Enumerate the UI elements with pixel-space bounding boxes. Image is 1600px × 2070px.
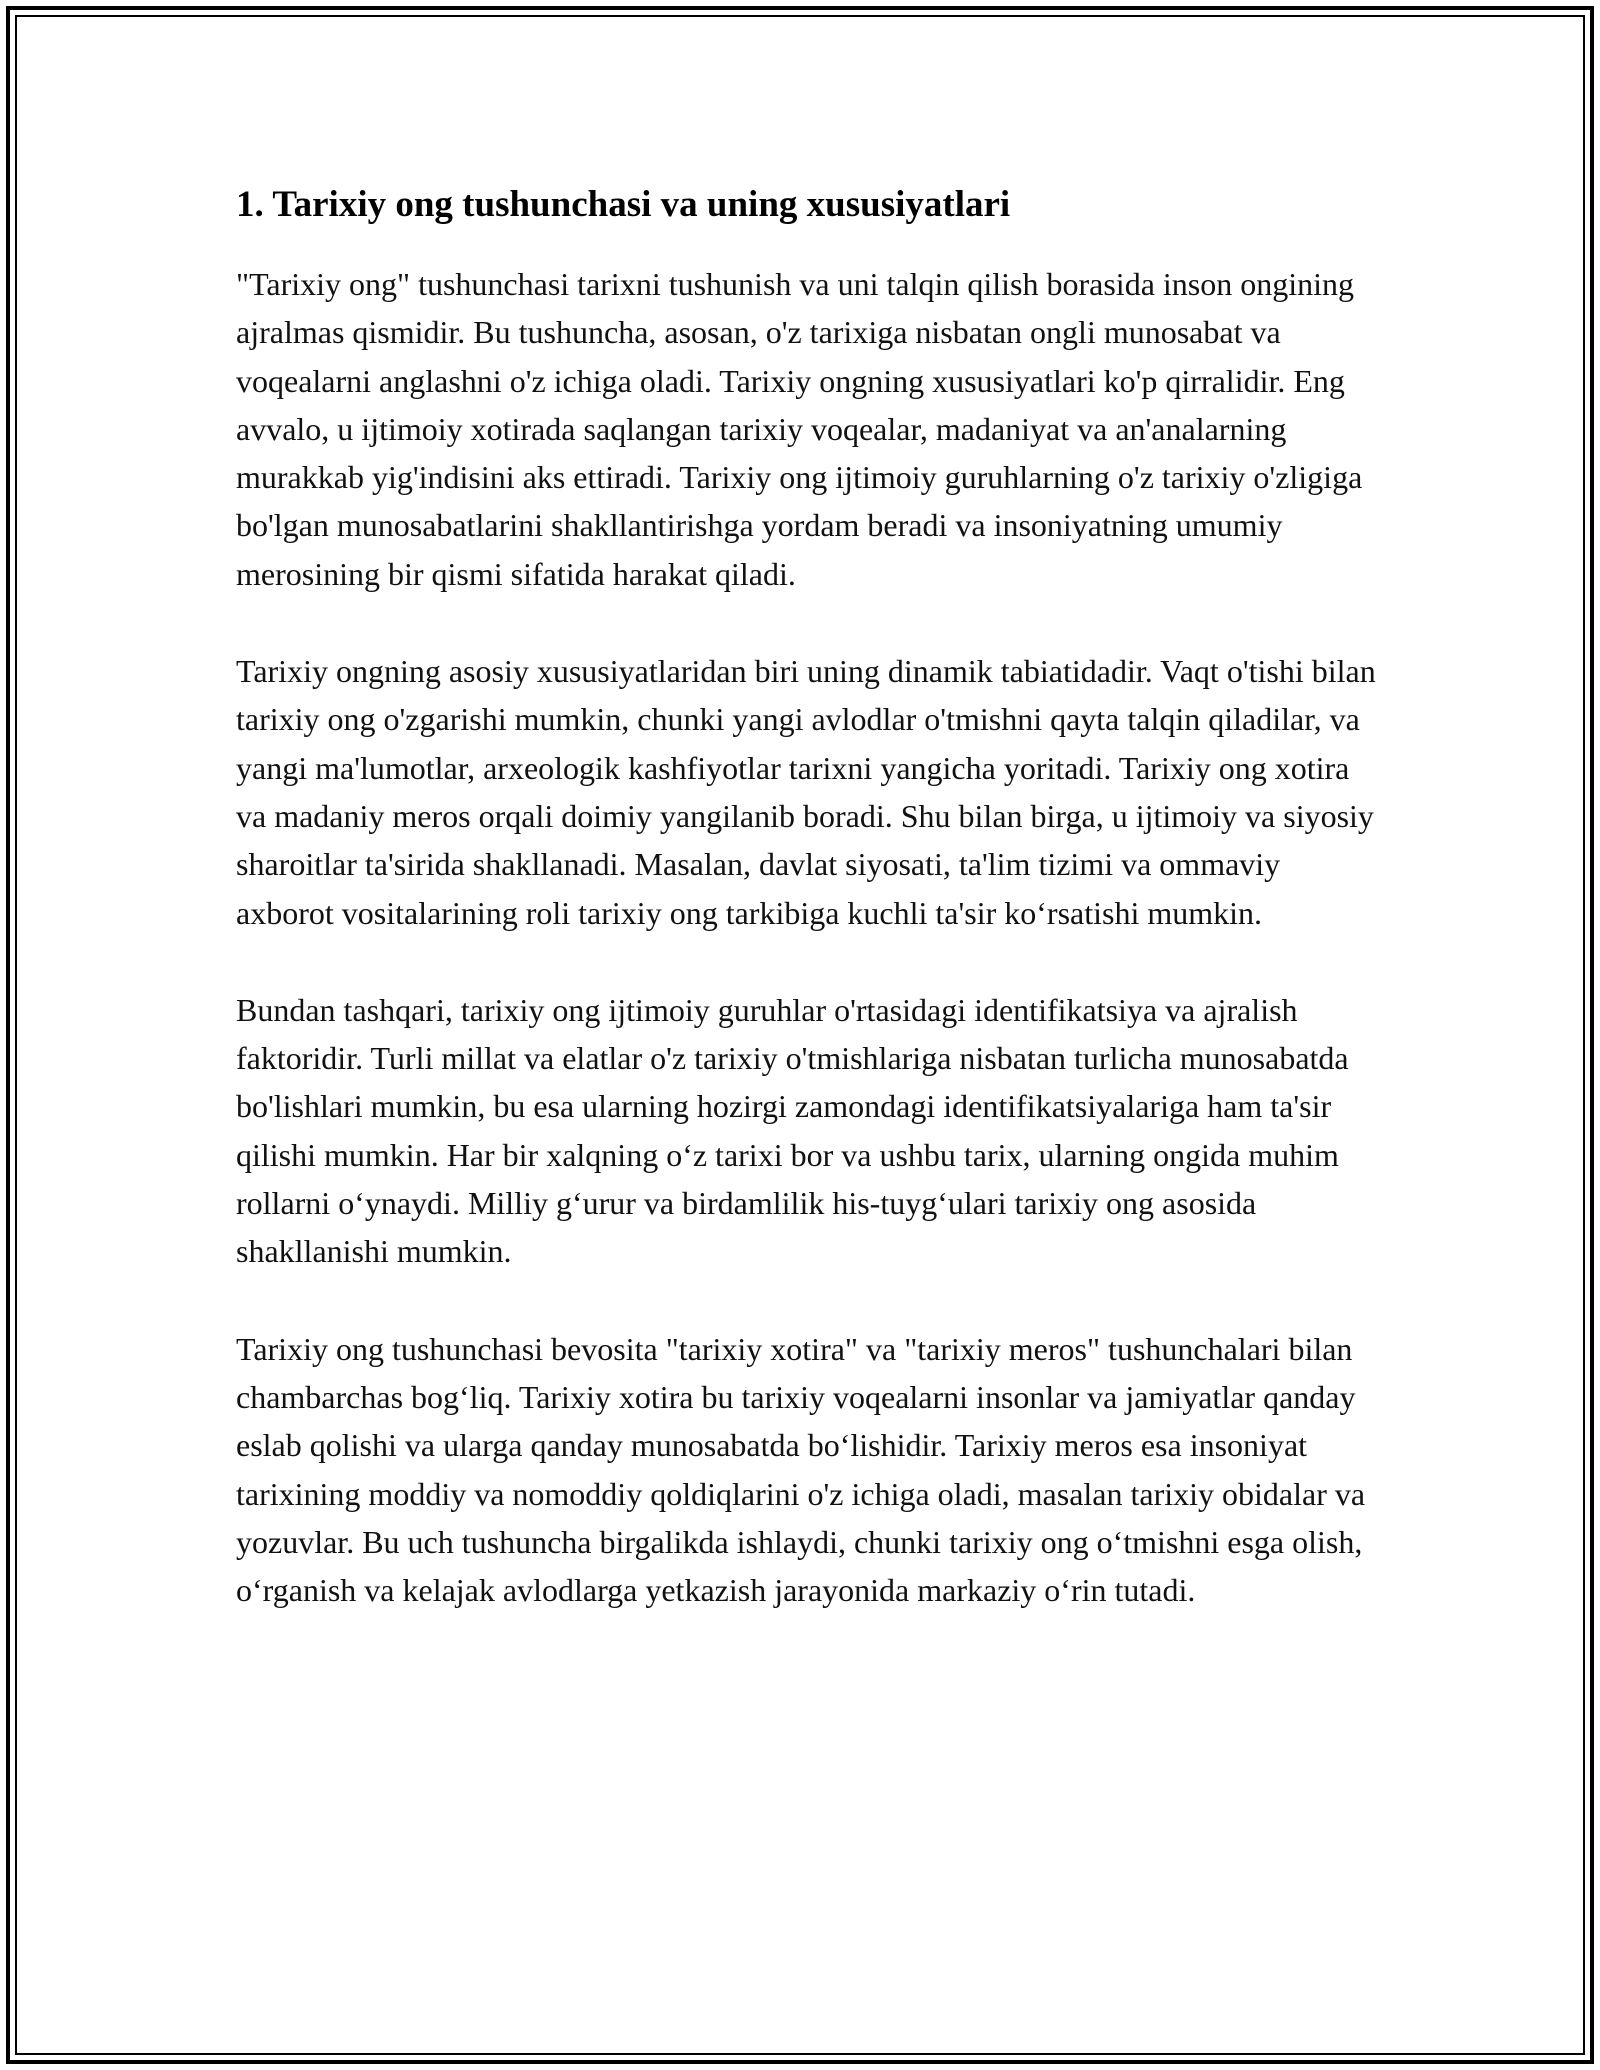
paragraph-3: Bundan tashqari, tarixiy ong ijtimoiy guruhlar o'rtasidagi identifikatsiya va ajralish faktoridir. Turli millat va elatlar o'z tarixiy o'tmishlariga nisbatan turlicha munosabatda bo'lishlari mumkin, bu esa ularning hozirgi zamondagi identifikatsiyalariga ham ta'sir qilishi mumkin. Har bir xalqning oʻz tarixi bor va ushbu tarix, ularning ongida muhim rollarni oʻynaydi. Milliy gʻurur va birdamlilik his-tuygʻulari tarixiy ong asosida shakllanishi mumkin.: [236, 991, 1349, 1270]
paragraph-4: Tarixiy ong tushunchasi bevosita "tarixiy xotira" va "tarixiy meros" tushunchalari bilan chambarchas bogʻliq. Tarixiy xotira bu tarixiy voqealarni insonlar va jamiyatlar qanday eslab qolishi va ularga qanday munosabatda boʻlishidir. Tarixiy meros esa insoniyat tarixining moddiy va nomoddiy qoldiqlarini o'z ichiga oladi, masalan tarixiy obidalar va yozuvlar. Bu uch tushuncha birgalikda ishlaydi, chunki tarixiy ong oʻtmishni esga olish, oʻrganish va kelajak avlodlarga yetkazish jarayonida markaziy oʻrin tutadi.: [236, 1330, 1366, 1609]
paragraph-2: Tarixiy ongning asosiy xususiyatlaridan biri uning dinamik tabiatidadir. Vaqt o'tishi bilan tarixiy ong o'zgarishi mumkin, chunki yangi avlodlar o'tmishni qayta talqin qiladilar, va yangi ma'lumotlar, arxeologik kashfiyotlar tarixni yangicha yoritadi. Tarixiy ong xotira va madaniy meros orqali doimiy yangilanib boradi. Shu bilan birga, u ijtimoiy va siyosiy sharoitlar ta'sirida shakllanadi. Masalan, davlat siyosati, ta'lim tizimi va ommaviy axborot vositalarining roli tarixiy ong tarkibiga kuchli ta'sir koʻrsatishi mumkin.: [236, 653, 1376, 931]
section-heading: 1. Tarixiy ong tushunchasi va uning xususiyatlari: [236, 184, 1011, 225]
document-body: [236, 182, 1376, 1663]
paragraph-1: "Tarixiy ong" tushunchasi tarixni tushunish va uni talqin qilish borasida inson ongining ajralmas qismidir. Bu tushuncha, asosan, o'z tarixiga nisbatan ongli munosabat va voqealarni anglashni o'z ichiga oladi. Tarixiy ongning xususiyatlari ko'p qirralidir. Eng avvalo, u ijtimoiy xotirada saqlangan tarixiy voqealar, madaniyat va an'analarning murakkab yig'indisini aks ettiradi. Tarixiy ong ijtimoiy guruhlarning o'z tarixiy o'zligiga bo'lgan munosabatlarini shakllantirishga yordam beradi va insoniyatning umumiy merosining bir qismi sifatida harakat qiladi.: [236, 266, 1363, 592]
